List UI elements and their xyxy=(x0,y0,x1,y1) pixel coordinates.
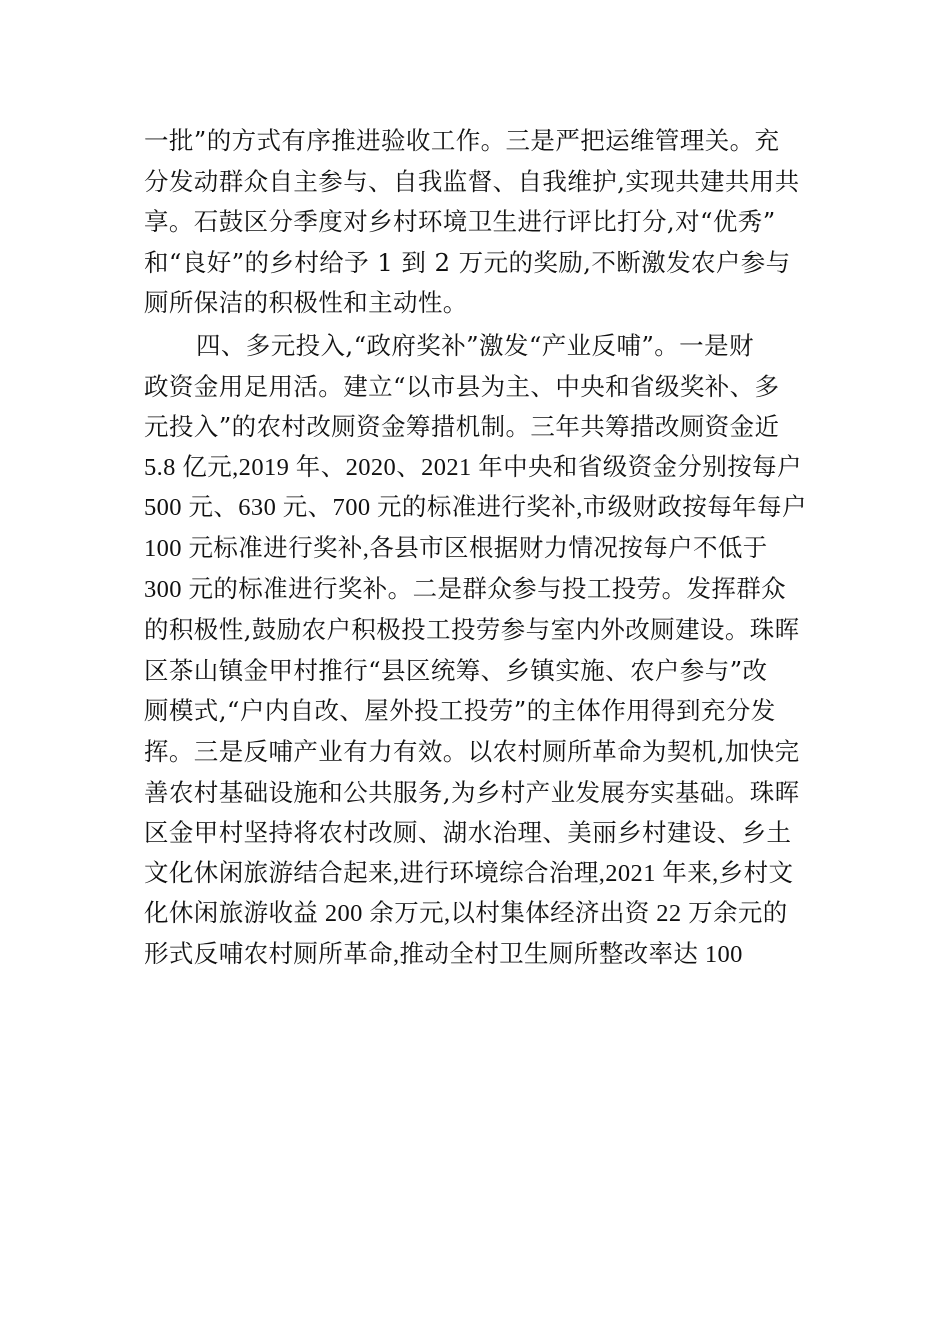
text-line: 元投入”的农村改厕资金筹措机制。三年共筹措改厕资金近 xyxy=(144,412,780,442)
text-line: 政资金用足用活。建立“以市县为主、中央和省级奖补、多 xyxy=(144,371,780,401)
paragraph-stricter-maintenance xyxy=(144,121,804,324)
text-line: 形式反哺农村厕所革命,推动全村卫生厕所整改率达 100 xyxy=(144,940,743,968)
paragraph-diversified-investment xyxy=(144,326,807,976)
document-page xyxy=(144,121,807,975)
section-heading-line: 四、多元投入,“政府奖补”激发“产业反哺”。一是财 xyxy=(196,330,754,360)
text-line: 和“良好”的乡村给予 1 到 2 万元的奖励,不断激发农户参与 xyxy=(144,247,791,277)
text-line: 100 元标准进行奖补,各县市区根据财力情况按每户不低于 xyxy=(144,534,768,562)
text-line: 的积极性,鼓励农户积极投工投劳参与室内外改厕建设。珠晖 xyxy=(144,615,800,645)
text-line: 厕所保洁的积极性和主动性。 xyxy=(144,288,468,318)
text-line: 化休闲旅游收益 200 余万元,以村集体经济出资 22 万余元的 xyxy=(144,900,788,928)
text-line: 区金甲村坚持将农村改厕、湖水治理、美丽乡村建设、乡土 xyxy=(144,818,792,848)
text-line: 5.8 亿元,2019 年、2020、2021 年中央和省级资金分别按每户 xyxy=(144,453,802,481)
text-line: 挥。三是反哺产业有力有效。以农村厕所革命为契机,加快完 xyxy=(144,736,800,766)
text-line: 享。石鼓区分季度对乡村环境卫生进行评比打分,对“优秀” xyxy=(144,207,776,237)
text-line: 500 元、630 元、700 元的标准进行奖补,市级财政按每年每户 xyxy=(144,494,807,522)
text-line: 文化休闲旅游结合起来,进行环境综合治理,2021 年来,乡村文 xyxy=(144,859,794,887)
text-line: 善农村基础设施和公共服务,为乡村产业发展夯实基础。珠晖 xyxy=(144,777,800,807)
text-line: 区茶山镇金甲村推行“县区统筹、乡镇实施、农户参与”改 xyxy=(144,655,768,685)
text-line: 300 元的标准进行奖补。二是群众参与投工投劳。发挥群众 xyxy=(144,575,787,603)
text-line: 一批”的方式有序推进验收工作。三是严把运维管理关。充 xyxy=(144,126,780,155)
text-line: 分发动群众自主参与、自我监督、自我维护,实现共建共用共 xyxy=(144,166,800,196)
text-line: 厕模式,“户内自改、屋外投工投劳”的主体作用得到充分发 xyxy=(144,696,776,726)
